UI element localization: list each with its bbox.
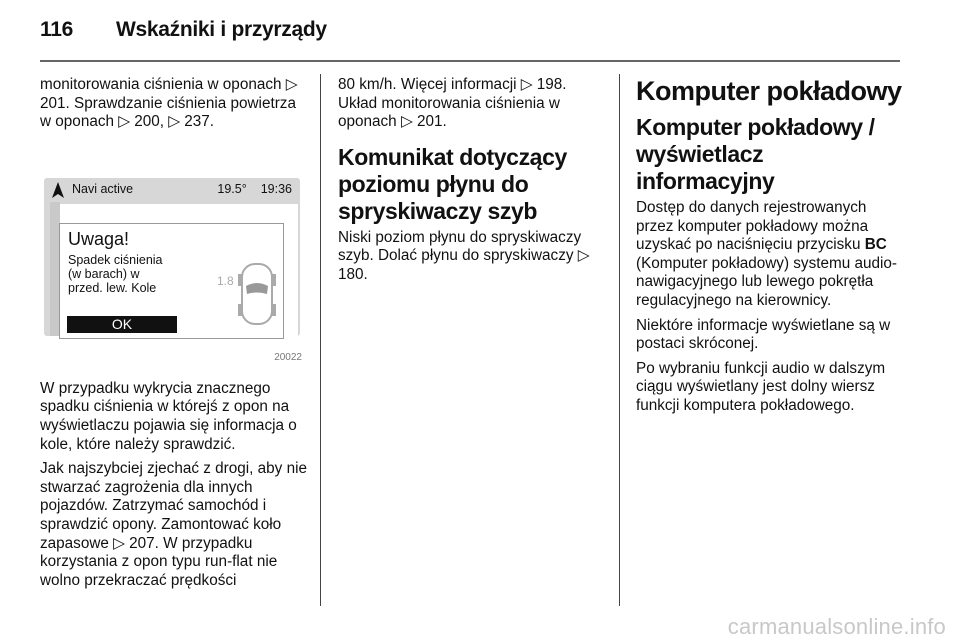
message-line: (w barach) w [68, 266, 140, 281]
info-display [44, 178, 300, 336]
display-figure [42, 152, 304, 372]
warning-dialog [59, 223, 284, 339]
column-1 [40, 76, 310, 596]
subsection-heading: Komputer pokładowy / wyświetlacz informacyjny [636, 114, 875, 194]
clock: 19:36 [260, 182, 292, 197]
paragraph: 80 km/h. Więcej informacji ▷ 198. Układ monitorowania ciśnienia w oponach ▷ 201. [338, 76, 567, 131]
section-title: Komputer pokładowy [636, 76, 902, 106]
tire-pressure-value: 1.8 [217, 273, 234, 288]
column-2 [338, 76, 608, 291]
message-line: Spadek ciśnienia [68, 252, 163, 267]
section-heading: Komunikat dotyczący poziomu płynu do spryskiwaczy szyb [338, 143, 567, 224]
figure-code: 20022 [274, 352, 302, 364]
paragraph [636, 199, 906, 311]
button-name: BC [864, 236, 887, 254]
ok-button[interactable]: OK [67, 316, 177, 333]
column-3 [636, 76, 906, 422]
page-header [40, 18, 327, 42]
navigation-arrow-icon [52, 182, 64, 198]
status-text: Navi active [72, 182, 134, 197]
column-divider [320, 74, 321, 606]
car-top-view-icon [238, 262, 276, 326]
watermark: carmanualsonline.info [727, 614, 946, 639]
paragraph: W przypadku wykrycia znacznego spadku ciśnienia w którejś z opon na wyświetlaczu pojawia się informacja o kole, które należy sprawdzić. [40, 379, 297, 453]
paragraph: Niektóre informacje wyświetlane są w postaci skróconej. [636, 316, 891, 353]
header-rule [40, 60, 900, 62]
temperature: 19.5° [217, 182, 247, 197]
paragraph: Po wybraniu funkcji audio w dalszym ciągu wyświetlany jest dolny wiersz funkcji komputera pokładowego. [636, 359, 886, 414]
text: Dostęp do danych rejestrowanych przez komputer pokładowy można uzyskać po naciśnięciu przycisku [636, 199, 869, 254]
message-line: przed. lew. Kole [68, 280, 157, 295]
status-bar [44, 178, 300, 202]
paragraph: Niski poziom płynu do spryskiwaczy szyb. Dolać płynu do spryskiwaczy ▷ 180. [338, 228, 590, 283]
page-number: 116 [40, 18, 73, 41]
chapter-title: Wskaźniki i przyrządy [116, 18, 327, 41]
text: (Komputer pokładowy) systemu audio-nawigacyjnego lub lewego pokrętła regulacyjnego na kierownicy. [636, 254, 898, 309]
dialog-message [68, 253, 163, 295]
column-divider [619, 74, 620, 606]
dialog-title: Uwaga! [68, 228, 130, 249]
paragraph: monitorowania ciśnienia w oponach ▷ 201. Sprawdzanie ciśnienia powietrza w oponach ▷ 200, ▷ 237. [40, 76, 298, 131]
paragraph: Jak najszybciej zjechać z drogi, aby nie stwarzać zagrożenia dla innych pojazdów. Zatrzymać samochód i sprawdzić opony. Zamontować koło zapasowe ▷ 207. W przypadku korzystania z opon typu run-flat nie wolno przekraczać prędkości [40, 460, 307, 589]
